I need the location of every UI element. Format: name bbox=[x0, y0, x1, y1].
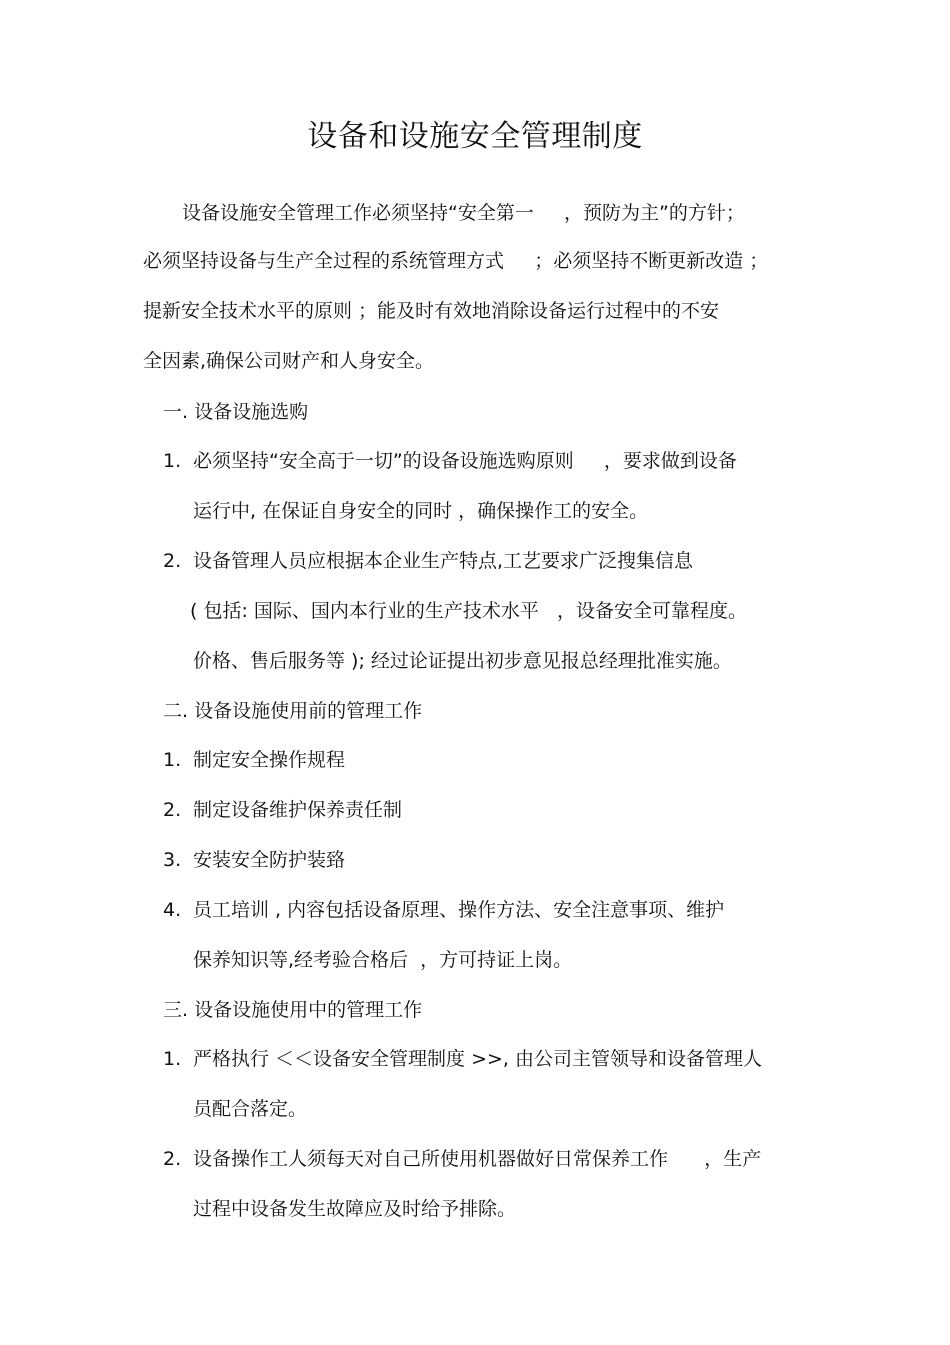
list-item-line: 保养知识等,经考验合格后 ，方可持证上岗。 bbox=[193, 949, 573, 971]
list-number: 2. bbox=[163, 799, 182, 821]
document-title: 设备和设施安全管理制度 bbox=[307, 119, 643, 154]
list-item-line: 运行中, 在保证自身安全的同时 ，确保操作工的安全。 bbox=[193, 500, 649, 522]
intro-line: 提新安全技术水平的原则 ；能及时有效地消除设备运行过程中的不安 bbox=[143, 300, 720, 322]
list-number: 2. bbox=[163, 550, 182, 572]
list-item-line: 制定设备维护保养责任制 bbox=[193, 799, 403, 821]
list-item-line: ( 包括: 国际、国内本行业的生产技术水平 ，设备安全可靠程度。 bbox=[190, 600, 748, 622]
section-heading: 一. 设备设施选购 bbox=[163, 401, 309, 423]
intro-line: 必须坚持设备与生产全过程的系统管理方式 ；必须坚持不断更新改造 ； bbox=[143, 250, 769, 272]
list-item-line: 设备操作工人须每天对自己所使用机器做好日常保养工作 ，生产 bbox=[193, 1148, 762, 1170]
list-number: 4. bbox=[163, 899, 182, 921]
list-item-line: 过程中设备发生故障应及时给予排除。 bbox=[193, 1198, 517, 1220]
list-number: 1. bbox=[163, 450, 182, 472]
list-item-line: 价格、售后服务等 ); 经过论证提出初步意见报总经理批准实施。 bbox=[193, 650, 732, 672]
list-item-line: 必须坚持“安全高于一切”的设备设施选购原则 ，要求做到设备 bbox=[193, 450, 737, 472]
section-heading: 三. 设备设施使用中的管理工作 bbox=[163, 999, 423, 1021]
list-number: 1. bbox=[163, 749, 182, 771]
list-item-line: 员工培训 , 内容包括设备原理、操作方法、安全注意事项、维护 bbox=[193, 899, 725, 921]
list-item-line: 安装安全防护装臵 bbox=[193, 849, 346, 871]
section-heading: 二. 设备设施使用前的管理工作 bbox=[163, 700, 423, 722]
list-number: 3. bbox=[163, 849, 182, 871]
intro-line: 全因素,确保公司财产和人身安全。 bbox=[143, 350, 435, 372]
list-item-line: 制定安全操作规程 bbox=[193, 749, 346, 771]
list-number: 1. bbox=[163, 1048, 182, 1070]
list-item-line: 严格执行 ＜＜设备安全管理制度 >>, 由公司主管领导和设备管理人 bbox=[193, 1048, 762, 1070]
list-item-line: 员配合落定。 bbox=[193, 1098, 308, 1120]
intro-line: 设备设施安全管理工作必须坚持“安全第一 ，预防为主”的方针； bbox=[182, 202, 745, 224]
list-number: 2. bbox=[163, 1148, 182, 1170]
list-item-line: 设备管理人员应根据本企业生产特点,工艺要求广泛搜集信息 bbox=[193, 550, 694, 572]
